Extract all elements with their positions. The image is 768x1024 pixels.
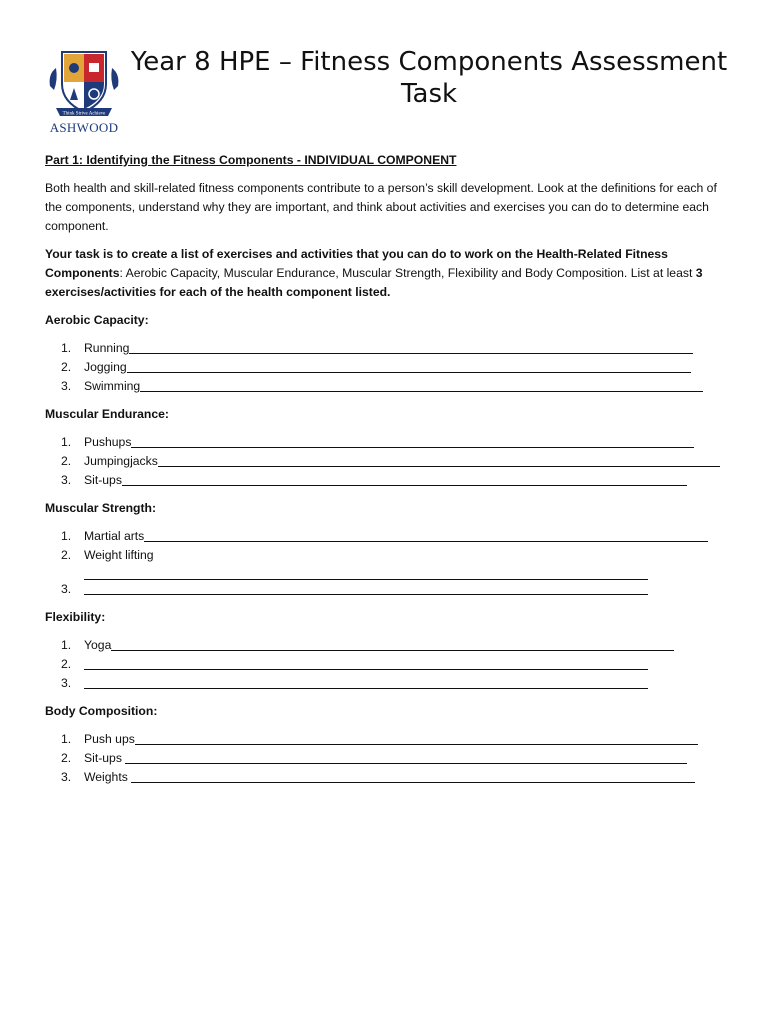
answer-line[interactable] (131, 768, 695, 783)
list-item (45, 358, 725, 377)
item-text: Jogging (84, 360, 127, 374)
item-text: Weights (84, 770, 132, 784)
list-item (45, 527, 725, 546)
item-number: 2. (61, 360, 72, 374)
section-title-strength: Muscular Strength: (45, 501, 157, 515)
task-bold-end: 3 exercises/activities for each of the health component listed. (45, 266, 703, 299)
section-title-body-composition: Body Composition: (45, 704, 158, 718)
item-text: Sit-ups (84, 751, 126, 765)
answer-line[interactable] (129, 339, 693, 354)
item-number: 2. (61, 657, 72, 671)
page-title: Year 8 HPE – Fitness Components Assessment Task (130, 47, 728, 109)
motto-text: Think Strive Achieve (62, 111, 106, 117)
item-number: 3. (61, 770, 72, 784)
item-number: 3. (61, 473, 72, 487)
item-text: Weight lifting (84, 548, 154, 562)
intro-paragraph: Both health and skill-related fitness components contribute to a person’s skill development. Look at the definitions for each of the components, understand why they are important, and think about activities and exercises you can do to determine each component. (45, 181, 717, 233)
answer-line[interactable] (135, 730, 698, 745)
answer-line[interactable] (84, 580, 648, 595)
item-number: 3. (61, 379, 72, 393)
item-number: 1. (61, 638, 72, 652)
item-number: 2. (61, 751, 72, 765)
list-item (45, 452, 725, 471)
list-item (45, 433, 725, 452)
part-heading: Part 1: Identifying the Fitness Components - INDIVIDUAL COMPONENT (45, 153, 457, 167)
document-body (45, 151, 725, 796)
list-flexibility (45, 636, 725, 693)
list-aerobic (45, 339, 725, 396)
section-title-aerobic: Aerobic Capacity: (45, 313, 149, 327)
answer-line[interactable] (140, 377, 703, 392)
task-paragraph (45, 245, 725, 302)
list-item (45, 674, 725, 693)
answer-line[interactable] (127, 358, 691, 373)
answer-line[interactable] (122, 471, 687, 486)
item-number: 1. (61, 435, 72, 449)
item-number: 1. (61, 341, 72, 355)
answer-line[interactable] (125, 749, 687, 764)
item-number: 2. (61, 548, 72, 562)
school-logo (44, 46, 124, 138)
list-item (45, 749, 725, 768)
list-body-composition (45, 730, 725, 787)
item-number: 3. (61, 676, 72, 690)
list-item (45, 580, 725, 599)
answer-line[interactable] (144, 527, 708, 542)
item-text: Swimming (84, 379, 141, 393)
answer-line[interactable] (84, 655, 648, 670)
list-endurance (45, 433, 725, 490)
item-number: 1. (61, 529, 72, 543)
item-text: Yoga (84, 638, 112, 652)
item-number: 3. (61, 582, 72, 596)
item-text: Running (84, 341, 130, 355)
item-number: 2. (61, 454, 72, 468)
section-title-endurance: Muscular Endurance: (45, 407, 169, 421)
list-item-continuation (45, 565, 725, 580)
item-text: Pushups (84, 435, 132, 449)
section-title-flexibility: Flexibility: (45, 610, 106, 624)
list-item (45, 339, 725, 358)
list-item (45, 471, 725, 490)
item-text: Jumpingjacks (84, 454, 158, 468)
item-text: Sit-ups (84, 473, 122, 487)
item-text: Martial arts (84, 529, 145, 543)
task-bold-start: Your task is to create a list of exercises and activities that you can do to work on the Health-Related Fitness Components (45, 247, 668, 280)
answer-line[interactable] (158, 452, 720, 467)
list-item (45, 377, 725, 396)
item-number: 1. (61, 732, 72, 746)
list-item (45, 546, 725, 565)
list-item (45, 655, 725, 674)
answer-line[interactable] (84, 565, 648, 580)
answer-line[interactable] (111, 636, 674, 651)
list-item (45, 636, 725, 655)
item-text: Push ups (84, 732, 135, 746)
list-item (45, 730, 725, 749)
school-name: ASHWOOD (49, 120, 119, 135)
list-item (45, 768, 725, 787)
list-strength (45, 527, 725, 599)
answer-line[interactable] (131, 433, 694, 448)
school-crest-icon (44, 46, 124, 120)
task-middle: : Aerobic Capacity, Muscular Endurance, Muscular Strength, Flexibility and Body Composition. List at least (119, 266, 696, 280)
answer-line[interactable] (84, 674, 648, 689)
